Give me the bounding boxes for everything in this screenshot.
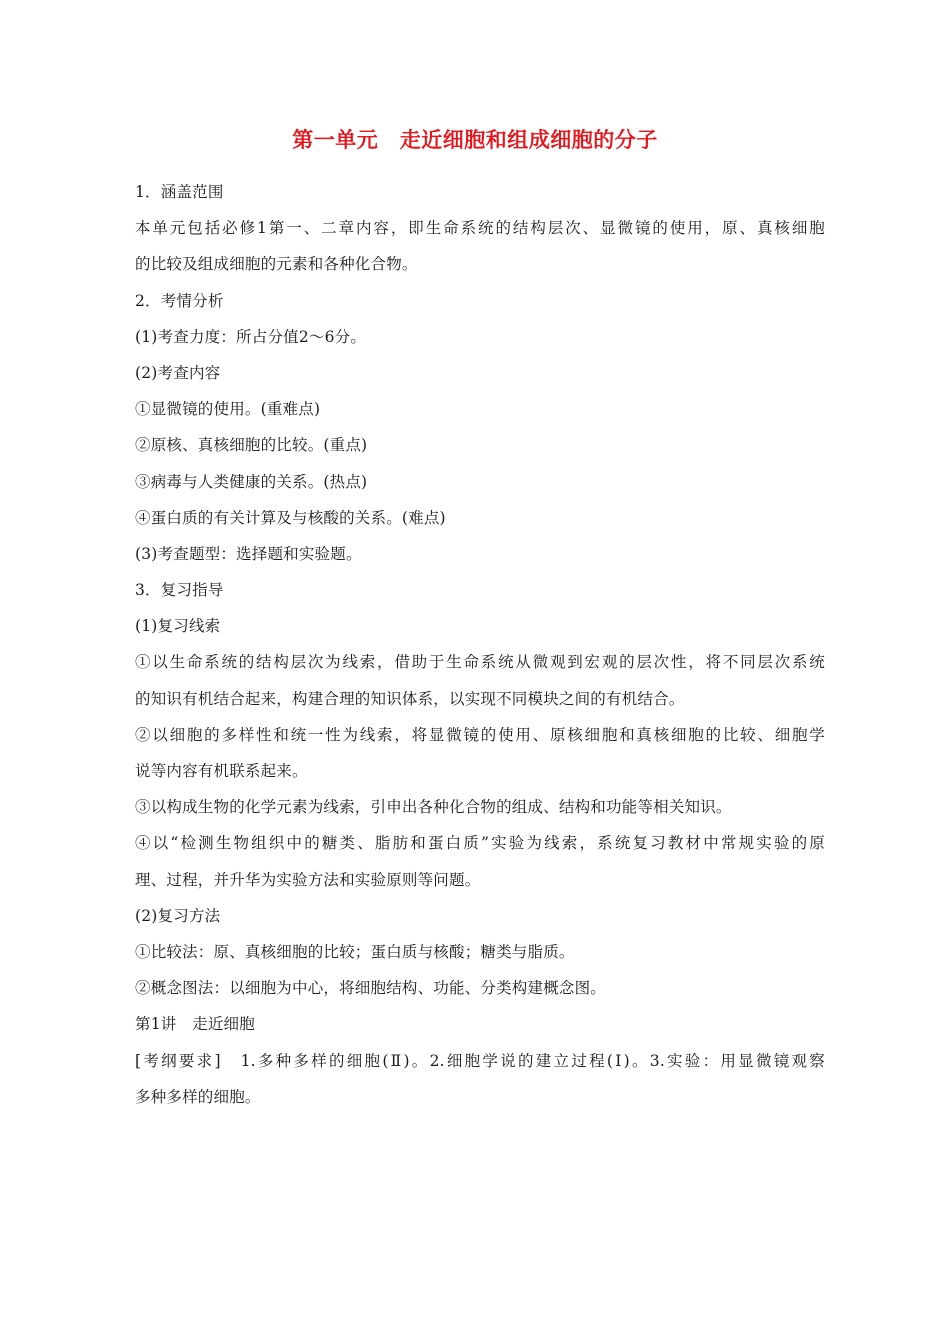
text-line: 理、过程，并升华为实验方法和实验原则等问题。 — [135, 870, 481, 889]
text-line: 第1讲 走近细胞 — [135, 1015, 255, 1034]
text-line: ③以构成生物的化学元素为线索，引申出各种化合物的组成、结构和功能等相关知识。 — [135, 798, 732, 817]
text-line: ②原核、真核细胞的比较。(重点) — [135, 436, 368, 455]
page-title: 第一单元 走近细胞和组成细胞的分子 — [292, 128, 658, 152]
text-line: (3)考查题型：选择题和实验题。 — [135, 544, 362, 563]
text-line: ④蛋白质的有关计算及与核酸的关系。(难点) — [135, 508, 446, 527]
text-line: 的比较及组成细胞的元素和各种化合物。 — [135, 255, 418, 274]
text-line: ①比较法：原、真核细胞的比较；蛋白质与核酸；糖类与脂质。 — [135, 942, 575, 961]
text-line: ②以细胞的多样性和统一性为线索，将显微镜的使用、原核细胞和真核细胞的比较、细胞学 — [135, 725, 825, 744]
text-line: 说等内容有机联系起来。 — [135, 762, 308, 780]
text-line: (2)复习方法 — [135, 906, 221, 925]
text-line: 3．复习指导 — [135, 581, 224, 600]
text-line: 的知识有机结合起来，构建合理的知识体系，以实现不同模块之间的有机结合。 — [135, 689, 685, 708]
text-line: ①显微镜的使用。(重难点) — [135, 400, 321, 419]
text-line: (2)考查内容 — [135, 363, 221, 382]
document-body — [135, 174, 825, 1115]
text-line: (1)考查力度：所占分值2～6分。 — [135, 327, 367, 346]
text-line: ③病毒与人类健康的关系。(热点) — [135, 472, 368, 491]
text-line: 1．涵盖范围 — [135, 183, 224, 201]
text-line: [考纲要求] 1.多种多样的细胞(Ⅱ)。2.细胞学说的建立过程(Ⅰ)。3.实验：用显微镜观察 — [135, 1051, 825, 1070]
text-line: 2．考情分析 — [135, 291, 224, 310]
text-line: 多种多样的细胞。 — [135, 1087, 261, 1106]
text-line: (1)复习线索 — [135, 617, 221, 636]
text-line: ①以生命系统的结构层次为线索，借助于生命系统从微观到宏观的层次性，将不同层次系统 — [135, 653, 825, 672]
text-line: ④以“检测生物组织中的糖类、脂肪和蛋白质”实验为线索，系统复习教材中常规实验的原 — [135, 834, 825, 853]
text-line: ②概念图法：以细胞为中心，将细胞结构、功能、分类构建概念图。 — [135, 979, 607, 998]
text-line: 本单元包括必修1第一、二章内容，即生命系统的结构层次、显微镜的使用，原、真核细胞 — [135, 219, 825, 238]
